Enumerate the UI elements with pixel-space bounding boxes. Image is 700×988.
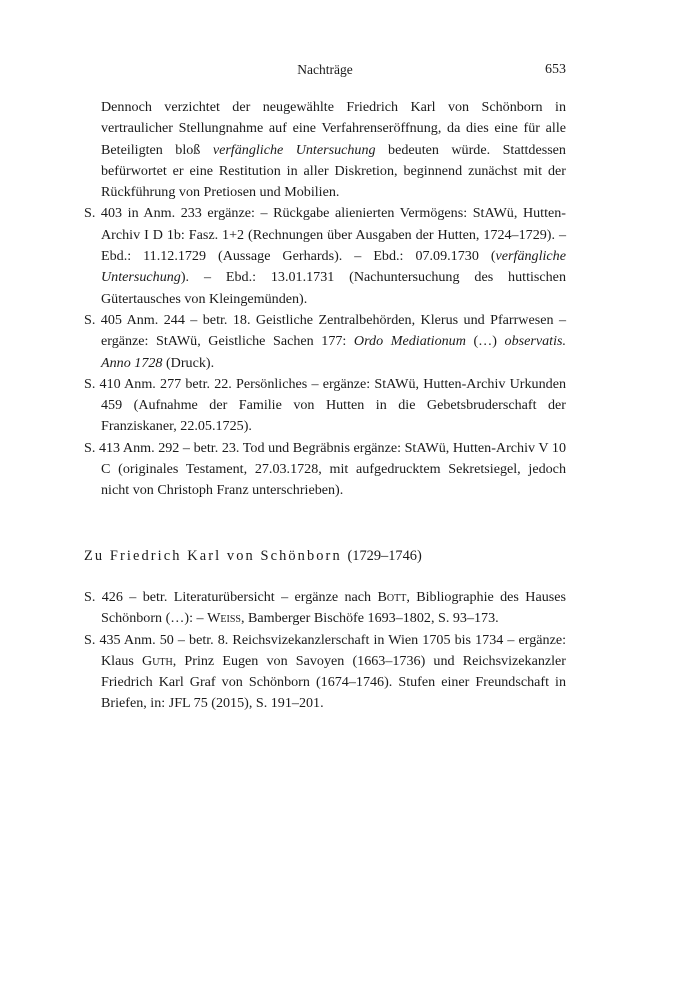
section-heading-dates: (1729–1746)	[347, 547, 422, 564]
section-entries	[84, 587, 566, 715]
italic-run: observatis. Anno 1728	[101, 333, 566, 371]
author-name: Guth	[142, 652, 173, 669]
section-heading-name: Zu Friedrich Karl von Schönborn	[84, 547, 342, 564]
text-run: S. 426 – betr. Literaturübersicht – ergänze nach	[84, 588, 378, 605]
text-run: , Bibliographie des Hauses Schönborn (…): –	[101, 588, 567, 627]
entry-s413	[84, 438, 566, 502]
text-run: S. 413 Anm. 292 – betr. 23. Tod und Begräbnis ergänze: StAWü, Hutten-Archiv V 10 C (originales Testament, 27.03.1728, mit aufgedrucktem Sekretsiegel, jedoch nicht von Christoph Franz unterschrieben).	[84, 439, 566, 499]
entry-s410	[84, 374, 566, 438]
running-title: Nachträge	[297, 62, 353, 77]
italic-run: verfängliche Untersuchung	[212, 141, 376, 158]
text-run: (…)	[465, 333, 505, 350]
entry-s405	[84, 310, 566, 374]
author-name: Weiss	[207, 610, 241, 627]
entry-s403	[84, 203, 566, 309]
italic-run: verfängliche Untersuchung	[101, 248, 566, 286]
entry-s435	[84, 630, 566, 715]
text-run: S. 403 in Anm. 233 ergänze: – Rückgabe alienierten Vermögens: StAWü, Hutten-Archiv I D 1b: Fasz. 1+2 (Rechnungen über Ausgaben der Hutten, 1724–1729). – Ebd.: 11.12.1729 (Aussage Gerhards). – Ebd.: 07.09.1730 (	[84, 205, 566, 265]
text-run: S. 410 Anm. 277 betr. 22. Persönliches – ergänze: StAWü, Hutten-Archiv Urkunden 459 (Aufnahme der Familie von Hutten in die Gebetsbruderschaft der Franziskaner, 22.05.1725).	[84, 375, 566, 435]
page-number: 653	[545, 62, 566, 77]
intro-paragraph	[84, 97, 566, 203]
section-heading	[84, 546, 566, 567]
text-run: bedeuten würde. Stattdessen befürwortet er eine Restitution in aller Diskretion, beginnend zunächst mit der Rückführung von Pretiosen und Mobilien.	[101, 141, 566, 201]
text-run: S. 435 Anm. 50 – betr. 8. Reichsvizekanzlerschaft in Wien 1705 bis 1734 – ergänze: Klaus	[84, 631, 566, 669]
text-run: S. 405 Anm. 244 – betr. 18. Geistliche Zentralbehörden, Klerus und Pfarrwesen – ergänze: StAWü, Geistliche Sachen 177:	[84, 311, 566, 350]
author-name: Bott	[377, 588, 407, 605]
text-run: ). – Ebd.: 13.01.1731 (Nachuntersuchung des huttischen Gütertausches von Kleingemünden).	[101, 269, 566, 307]
text-run: , Prinz Eugen von Savoyen (1663–1736) und Reichsvizekanzler Friedrich Karl Graf von Schönborn (1674–1746). Stufen einer Freundschaft in Briefen, in: JFL 75 (2015), S. 191–201.	[101, 652, 566, 712]
text-run: , Bamberger Bischöfe 1693–1802, S. 93–173.	[240, 610, 499, 627]
page-content	[84, 97, 566, 715]
running-header	[84, 62, 566, 82]
text-run: Dennoch verzichtet der neugewählte Friedrich Karl von Schönborn in vertraulicher Stellungnahme auf eine Verfahrenseröffnung, da dies eine für alle Beteiligten bloß	[101, 99, 566, 158]
text-run: (Druck).	[162, 354, 215, 371]
entry-s426	[84, 587, 566, 630]
italic-run: Ordo Mediationum	[353, 333, 466, 350]
